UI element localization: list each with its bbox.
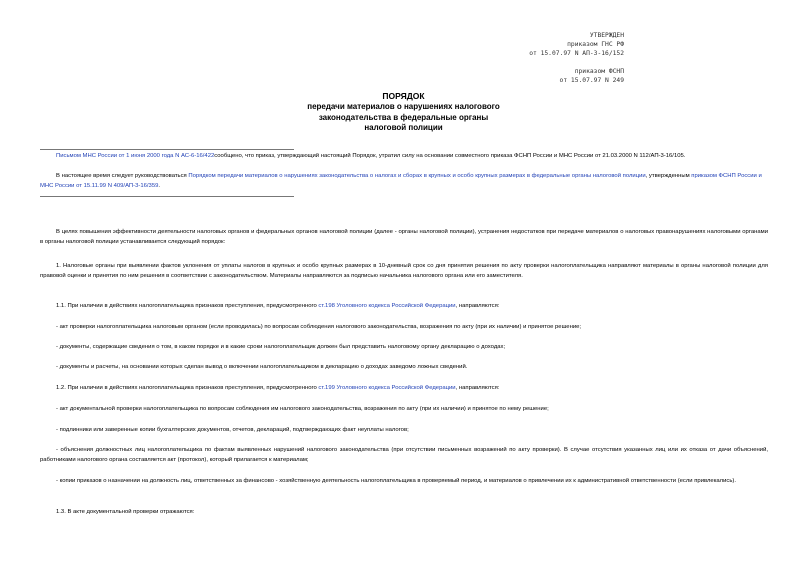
paragraph bbox=[40, 426, 768, 436]
procedure-link[interactable]: Порядком передачи материалов о нарушениях законодательства о налогах и сборах в крупных и особо крупных размерах в федеральные органы налоговой полиции bbox=[188, 173, 646, 179]
paragraph-text: 1.1. При наличии в действиях налогоплательщика признаков преступления, предусмотренного bbox=[56, 303, 319, 309]
title-line: передачи материалов о нарушениях налогового bbox=[307, 102, 500, 111]
paragraph-text: - подлинники или заверенные копии бухгалтерских документов, отчетов, деклараций, подтверждающих факт неуплаты налогов; bbox=[56, 427, 409, 433]
order-link[interactable]: приказом ФСНП России и МНС России от 15.11.99 N 409/АП-3-16/359 bbox=[40, 173, 762, 189]
paragraph bbox=[40, 405, 768, 415]
paragraph bbox=[40, 508, 768, 518]
note-text: В настоящее время следует руководствоваться bbox=[56, 173, 189, 179]
paragraph-text: - акт документальной проверки налогоплательщика по вопросам соблюдения им налогового законодательства, возражения по акту (при их наличии) и принятое по нему решение; bbox=[56, 406, 549, 412]
paragraph bbox=[40, 228, 768, 247]
paragraph-text: 1.2. При наличии в действиях налогоплательщика признаков преступления, предусмотренного bbox=[56, 385, 319, 391]
divider bbox=[40, 196, 294, 197]
title-line: законодательства в федеральные органы bbox=[318, 112, 489, 122]
title-line: налоговой полиции bbox=[364, 123, 443, 132]
editorial-note-1 bbox=[40, 152, 770, 162]
paragraph-text: - объяснения должностных лиц налогоплательщика по фактам выявленных нарушений налогового законодательства (при отсутствии письменных возражений по акту проверки). В случае отсутствия указанных лиц или их отказа от дачи объяснений, работниками налогового органа составляется акт (протокол), который прилагается к материалам; bbox=[40, 447, 768, 463]
paragraph-text: В целях повышения эффективности деятельности налоговых органов и федеральных органов налоговой полиции (далее - органы налоговой полиции), устранения недостатков при передаче материалов о налоговых правонарушениях налоговыми органами в органы налоговой полиции устанавливается следующий порядок: bbox=[40, 229, 768, 245]
paragraph bbox=[40, 446, 768, 465]
paragraph-text: 1.3. В акте документальной проверки отражаются: bbox=[56, 509, 195, 515]
paragraph-text: - документы и расчеты, на основании которых сделан вывод о включении налогоплательщиком в декларацию о доходах заведомо ложных сведений. bbox=[56, 364, 468, 370]
paragraph bbox=[40, 343, 768, 353]
note-text: . bbox=[158, 182, 161, 189]
paragraph bbox=[40, 363, 768, 373]
letter-link[interactable]: Письмом МНС России от 1 июня 2000 года N АС-6-16/422 bbox=[56, 153, 215, 159]
paragraph bbox=[40, 323, 768, 333]
paragraph-text: , направляются: bbox=[455, 385, 500, 391]
paragraph bbox=[40, 262, 768, 281]
approval-line: приказом ГНС РФ bbox=[567, 41, 624, 48]
approval-line: УТВЕРЖДЕН bbox=[589, 32, 624, 39]
article-199-link[interactable]: ст.199 Уголовного кодекса Российской Федерации bbox=[318, 385, 456, 391]
divider bbox=[40, 149, 294, 150]
paragraph bbox=[40, 302, 768, 312]
note-text: , утвержденным bbox=[645, 173, 692, 179]
paragraph-text: - копии приказов о назначении на должность лиц, ответственных за финансово - хозяйственную деятельность налогоплательщика в проверяемый период, и материалов о привлечении их к административной ответственности (если привлекались). bbox=[56, 478, 737, 484]
note-text: сообщено, что приказ, утверждающий настоящий Порядок, утратил силу на основании совместного приказа ФСНП России и МНС России от 21.03.2000 N 112/АП-3-16/105. bbox=[214, 153, 686, 159]
title-heading: ПОРЯДОК bbox=[382, 91, 425, 101]
approval-stamp bbox=[529, 31, 624, 85]
paragraph-text: - документы, содержащие сведения о том, в каком порядке и в какие сроки налогоплательщик должен был представить налоговому органу декларацию о доходах; bbox=[56, 344, 506, 350]
approval-line: от 15.07.97 N АП-3-16/152 bbox=[529, 50, 624, 57]
approval-line: от 15.07.97 N 249 bbox=[559, 77, 624, 84]
paragraph bbox=[40, 477, 768, 487]
paragraph-text: - акт проверки налогоплательщика налоговым органом (если проводилась) по вопросам соблюдения налогового законодательства, возражения по акту (при их наличии) и принятое решение; bbox=[56, 324, 582, 330]
approval-line: приказом ФСНП bbox=[574, 68, 624, 75]
editorial-note-2 bbox=[40, 172, 770, 191]
article-198-link[interactable]: ст.198 Уголовного кодекса Российской Федерации bbox=[318, 303, 456, 309]
paragraph bbox=[40, 384, 768, 394]
paragraph-text: 1. Налоговые органы при выявлении фактов уклонения от уплаты налогов в крупных и особо крупных размерах в 10-дневный срок со дня принятия решения по акту проверки налогоплательщика направляют материалы в органы налоговой полиции для правовой оценки и принятия по ним решения в соответствии с законодательством. Материалы направляются за подписью начальника налогового органа или его заместителя. bbox=[40, 263, 768, 279]
paragraph-text: , направляются: bbox=[455, 303, 500, 309]
document-title bbox=[0, 90, 807, 134]
